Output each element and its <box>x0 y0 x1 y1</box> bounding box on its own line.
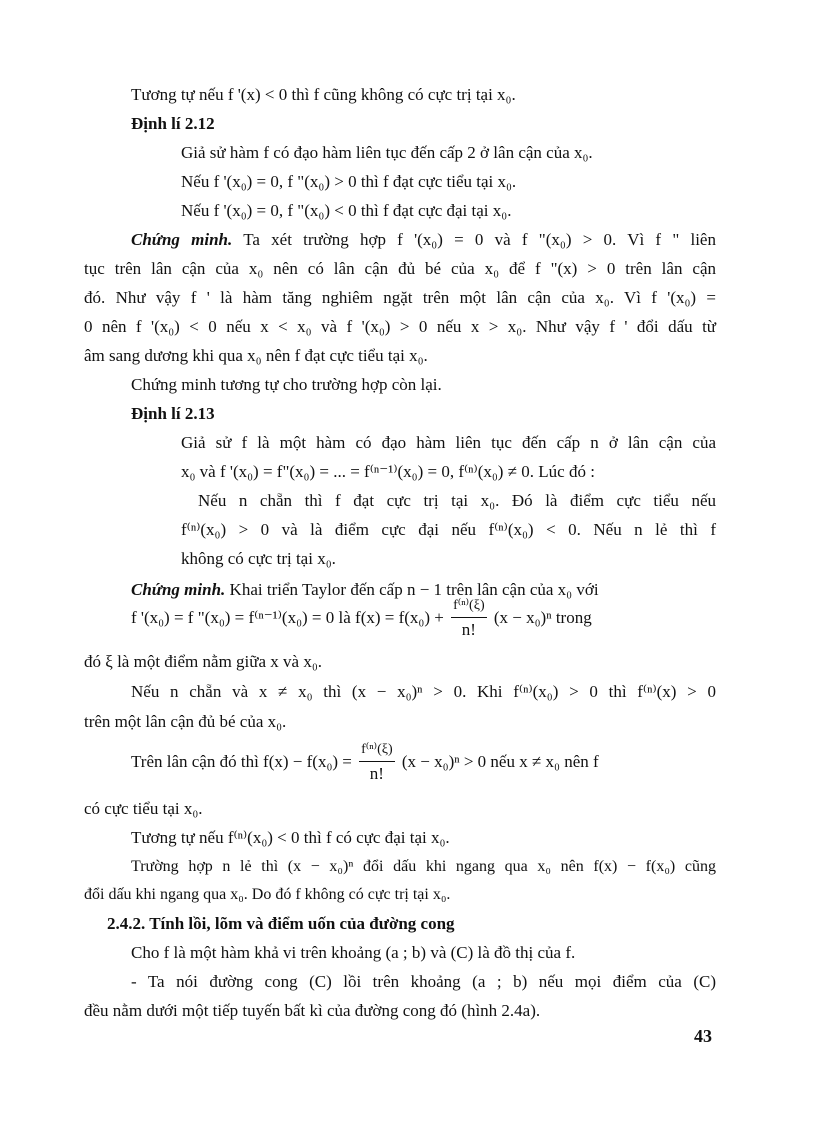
text-span: f '(x₀) = f "(x₀) = f⁽ⁿ⁻¹⁾(x₀) = 0 là f(x) = f(x₀) + <box>131 608 444 627</box>
text-line: Giả sử f là một hàm có đạo hàm liên tục đến cấp n ở lân cận của <box>181 433 716 452</box>
text-line: Trường hợp n lẻ thì (x − x₀)ⁿ đổi dấu khi ngang qua x₀ nên f(x) − f(x₀) cũng <box>131 858 716 875</box>
text-line: Nếu n chẵn thì f đạt cực trị tại x₀. Đó là điểm cực tiểu nếu <box>198 491 716 510</box>
text-line: Cho f là một hàm khả vi trên khoảng (a ; b) và (C) là đồ thị của f. <box>131 943 576 962</box>
text-line: Giả sử hàm f có đạo hàm liên tục đến cấp 2 ở lân cận của x₀. <box>181 143 593 162</box>
text-line: đều nằm dưới một tiếp tuyến bất kì của đường cong đó (hình 2.4a). <box>84 1001 541 1020</box>
theorem-heading: Định lí 2.13 <box>131 404 215 423</box>
text-line: đó ξ là một điểm nằm giữa x và x₀. <box>84 652 323 671</box>
text-span: Trên lân cận đó thì f(x) − f(x₀) = <box>131 752 352 771</box>
text-line: x₀ và f '(x₀) = f"(x₀) = ... = f⁽ⁿ⁻¹⁾(x₀) = 0, f⁽ⁿ⁾(x₀) ≠ 0. Lúc đó : <box>181 462 595 481</box>
text-line: đổi dấu khi ngang qua x₀. Do đó f không có cực trị tại x₀. <box>84 886 451 903</box>
section-heading: 2.4.2. Tính lồi, lõm và điểm uốn của đường cong <box>107 914 455 933</box>
text-line: Nếu f '(x₀) = 0, f "(x₀) < 0 thì f đạt cực đại tại x₀. <box>181 201 512 220</box>
theorem-heading: Định lí 2.12 <box>131 114 215 133</box>
text-span: (x − x₀)ⁿ trong <box>493 608 592 627</box>
text-line: có cực tiểu tại x₀. <box>84 799 203 818</box>
formula-line <box>131 598 592 640</box>
text-span: (x − x₀)ⁿ > 0 nếu x ≠ x₀ nên f <box>401 752 599 771</box>
text-line: 0 nên f '(x₀) < 0 nếu x < x₀ và f '(x₀) > 0 nếu x > x₀. Như vậy f ' đổi dấu từ <box>84 317 716 336</box>
text-line: Chứng minh tương tự cho trường hợp còn lại. <box>131 375 442 394</box>
text-line: Nếu f '(x₀) = 0, f "(x₀) > 0 thì f đạt cực tiểu tại x₀. <box>181 172 517 191</box>
text-span: Ta xét trường hợp f '(x₀) = 0 và f "(x₀) > 0. Vì f " liên <box>243 230 716 249</box>
text-line: tục trên lân cận của x₀ nên có lân cận đủ bé của x₀ để f "(x) > 0 trên lân cận <box>84 259 716 278</box>
text-line: Nếu n chẵn và x ≠ x₀ thì (x − x₀)ⁿ > 0. Khi f⁽ⁿ⁾(x₀) > 0 thì f⁽ⁿ⁾(x) > 0 <box>131 682 716 701</box>
text-line: Tương tự nếu f⁽ⁿ⁾(x₀) < 0 thì f có cực đại tại x₀. <box>131 828 450 847</box>
fraction-denominator: n! <box>369 763 384 783</box>
text-line: đó. Như vậy f ' là hàm tăng nghiêm ngặt trên một lân cận của x₀. Vì f '(x₀) = <box>84 288 716 307</box>
fraction-numerator: f⁽ⁿ⁾(ξ) <box>359 742 395 762</box>
fraction <box>451 598 487 640</box>
proof-line <box>131 225 716 254</box>
fraction <box>359 742 395 784</box>
text-line: không có cực trị tại x₀. <box>181 549 336 568</box>
text-line: trên một lân cận đủ bé của x₀. <box>84 712 287 731</box>
text-line: f⁽ⁿ⁾(x₀) > 0 và là điểm cực đại nếu f⁽ⁿ⁾(x₀) < 0. Nếu n lẻ thì f <box>181 520 716 539</box>
fraction-numerator: f⁽ⁿ⁾(ξ) <box>451 598 487 618</box>
text-line: Tương tự nếu f '(x) < 0 thì f cũng không có cực trị tại x₀. <box>131 85 516 104</box>
proof-label: Chứng minh. <box>131 230 233 249</box>
fraction-denominator: n! <box>461 619 476 639</box>
text-line: - Ta nói đường cong (C) lồi trên khoảng (a ; b) nếu mọi điểm của (C) <box>131 972 716 991</box>
formula-line <box>131 742 599 784</box>
page-number: 43 <box>694 1026 712 1046</box>
text-span: Khai triển Taylor đến cấp n − 1 trên lân cận của x₀ với <box>229 580 599 599</box>
proof-label: Chứng minh. <box>131 580 226 599</box>
text-line: âm sang dương khi qua x₀ nên f đạt cực tiểu tại x₀. <box>84 346 428 365</box>
